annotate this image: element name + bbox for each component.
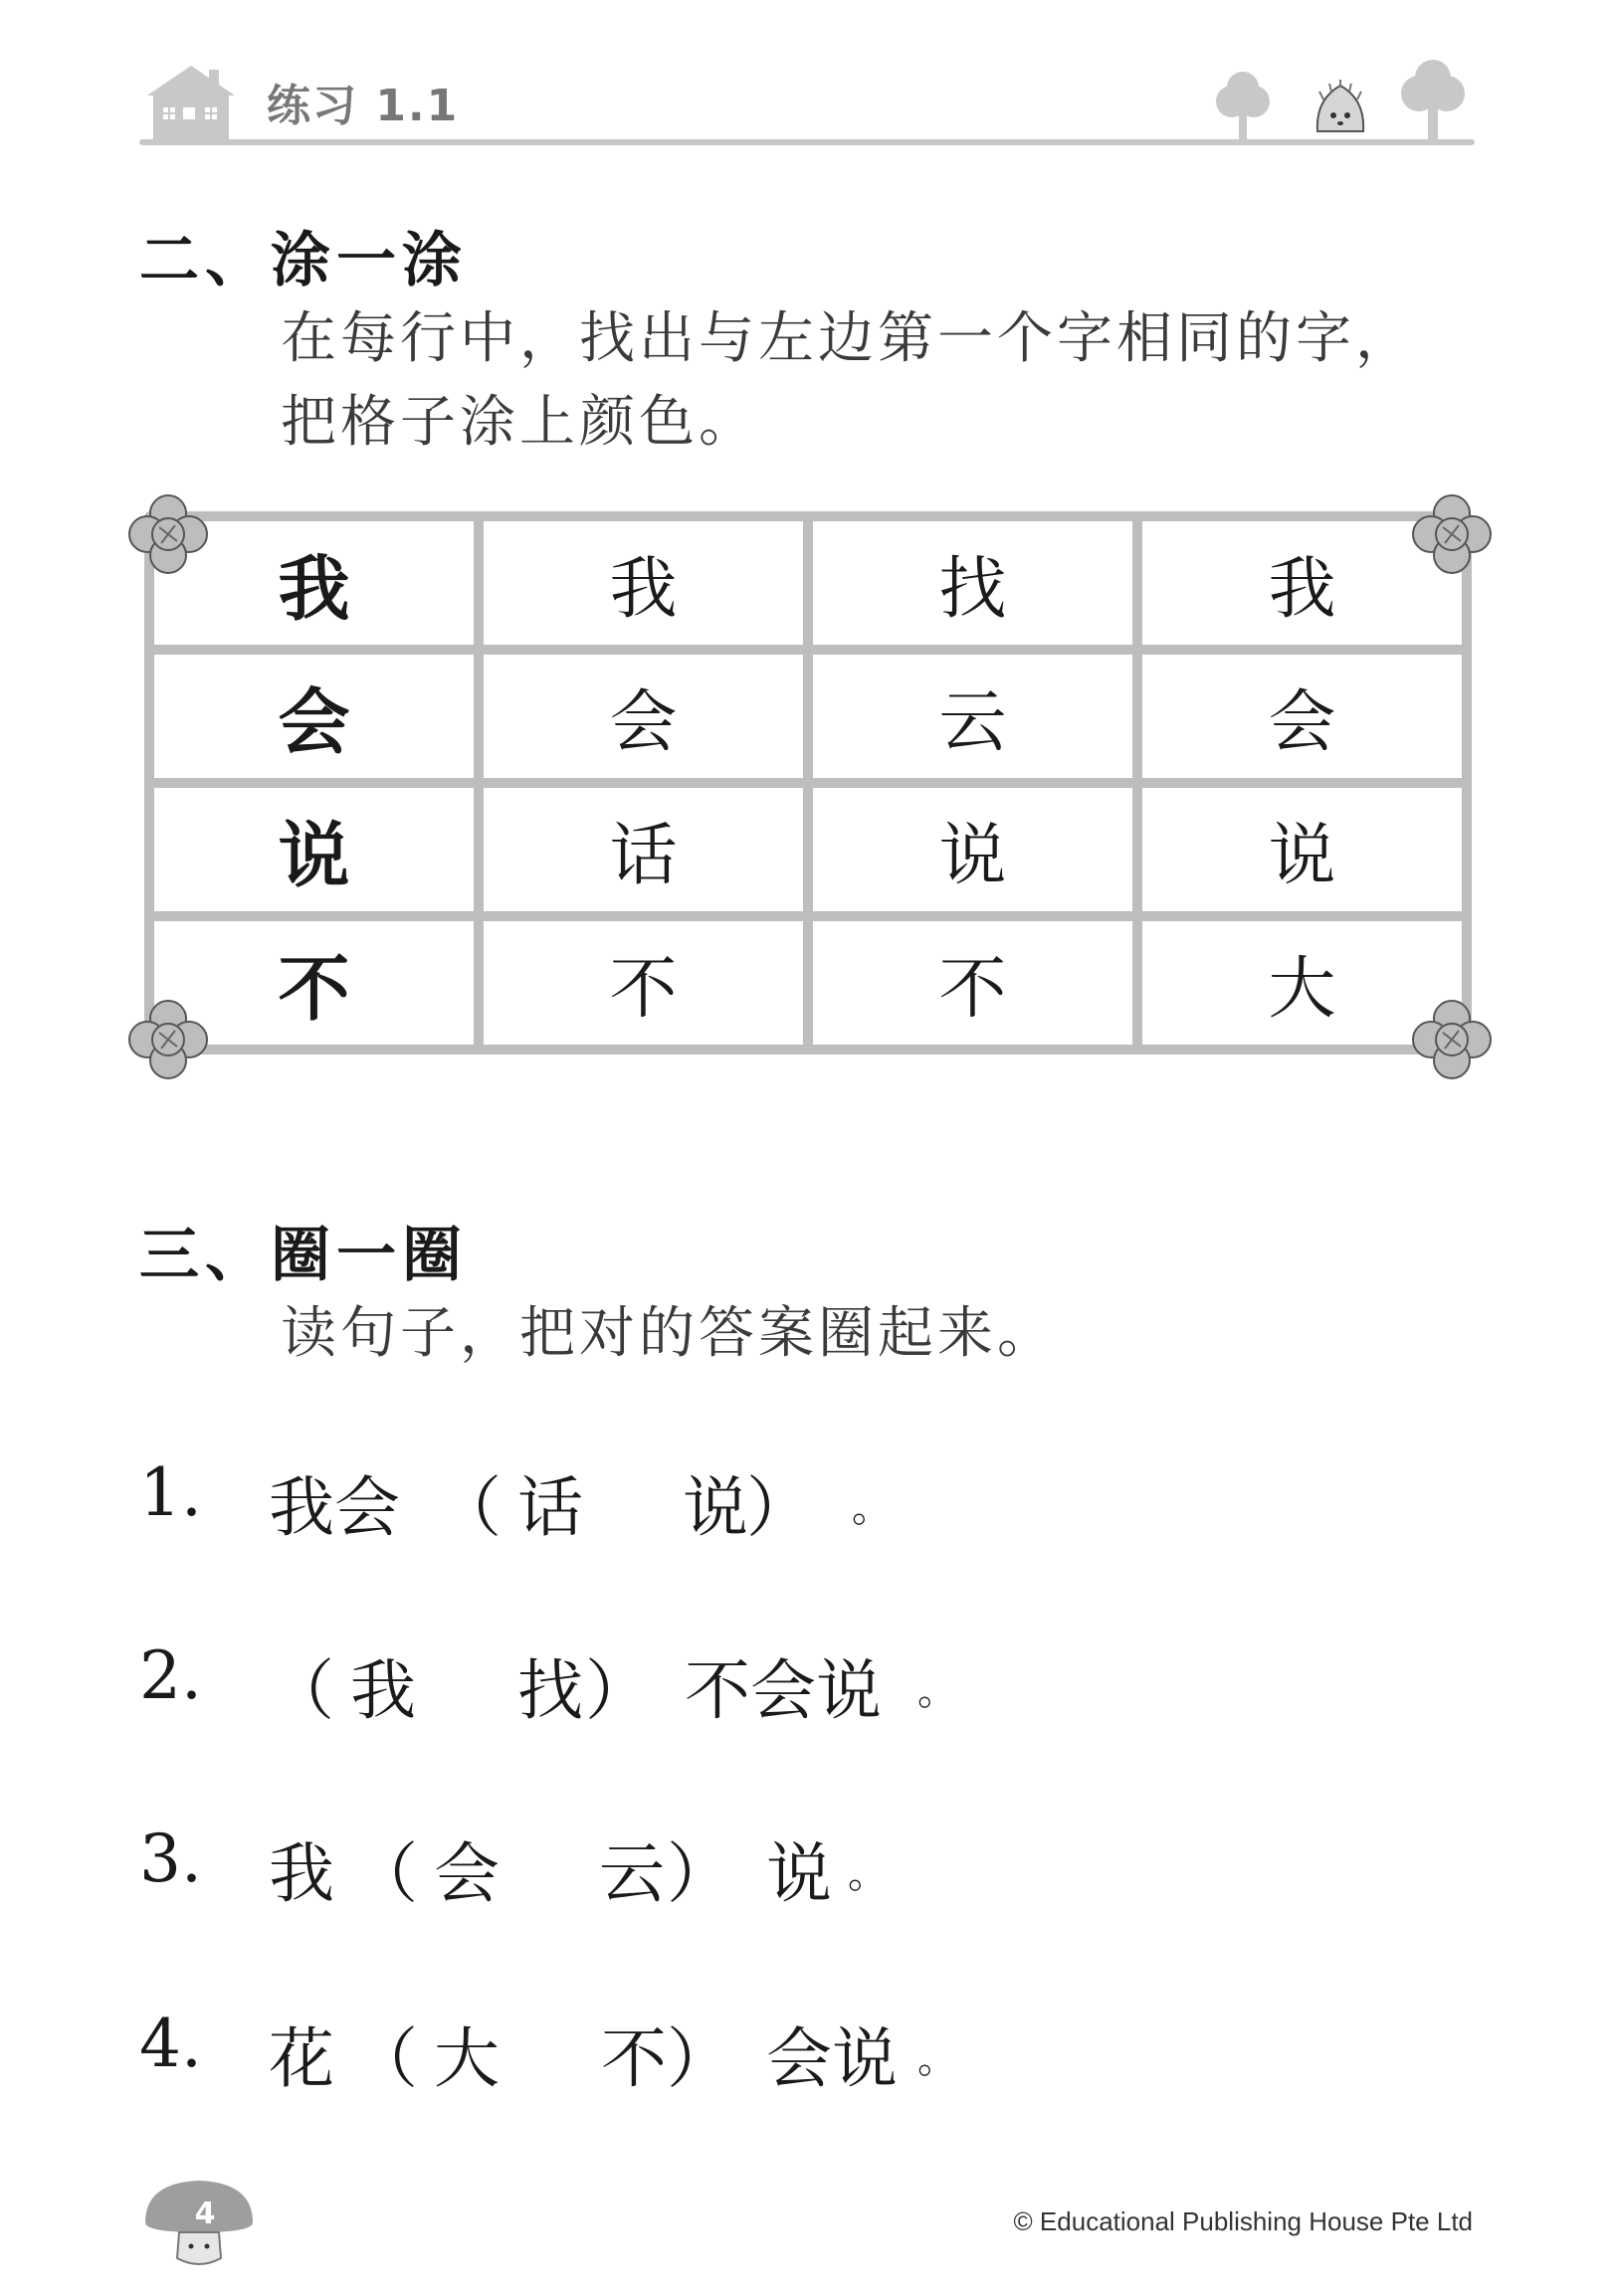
answer-option[interactable]: 大 — [434, 2020, 500, 2097]
sentence-end: 。 — [852, 1485, 892, 1531]
sentence-end: 。 — [848, 1851, 888, 1897]
page-number: 4 — [194, 2197, 216, 2231]
sentence-end: 。 — [917, 2036, 957, 2082]
answer-option[interactable]: 话 — [517, 1469, 583, 1546]
flower-icon — [1409, 997, 1495, 1082]
sentence-number: 2. — [139, 1637, 202, 1714]
close-paren: ） — [667, 1835, 732, 1912]
close-paren: ） — [667, 2020, 732, 2097]
sentence-number: 3. — [139, 1820, 202, 1897]
grid-cell[interactable]: 说 — [1142, 788, 1462, 911]
flower-icon — [125, 997, 211, 1082]
answer-option[interactable]: 云 — [599, 1835, 665, 1912]
tree-icon — [1397, 58, 1469, 143]
open-paren: （ — [352, 2020, 418, 2097]
close-paren: ） — [585, 1652, 651, 1729]
answer-option[interactable]: 会 — [434, 1835, 500, 1912]
answer-option[interactable]: 不 — [601, 2020, 667, 2097]
grid-key-cell: 说 — [154, 788, 474, 911]
grid-key-cell: 不 — [154, 921, 474, 1045]
answer-option[interactable]: 找 — [517, 1652, 583, 1729]
hedgehog-icon — [1312, 80, 1369, 141]
answer-option[interactable]: 我 — [350, 1652, 416, 1729]
section-heading-circle: 三、圈一圈 — [139, 1221, 468, 1290]
open-paren: （ — [269, 1652, 334, 1729]
instruction-line: 读句子，把对的答案圈起来。 — [281, 1301, 1057, 1366]
close-paren: ） — [746, 1469, 812, 1546]
grid-cell[interactable]: 云 — [813, 655, 1132, 778]
grid-cell[interactable]: 会 — [1142, 655, 1462, 778]
grid-cell[interactable]: 会 — [484, 655, 803, 778]
grid-cell[interactable]: 不 — [813, 921, 1132, 1045]
tree-icon — [1212, 72, 1274, 143]
sentence-end: 。 — [917, 1668, 957, 1714]
sentence-number: 4. — [139, 2006, 202, 2082]
grid-cell[interactable]: 大 — [1142, 921, 1462, 1045]
grid-key-cell: 会 — [154, 655, 474, 778]
section-heading-color: 二、涂一涂 — [139, 226, 468, 295]
house-icon — [139, 60, 243, 143]
grid-cell[interactable]: 不 — [484, 921, 803, 1045]
sentence-suffix: 会说 — [766, 2020, 898, 2097]
grid-cell[interactable]: 我 — [1142, 521, 1462, 645]
sentence-prefix: 我会 — [269, 1469, 400, 1546]
character-grid — [154, 521, 1462, 1045]
exercise-title: 练习 1.1 — [267, 81, 460, 131]
instruction-line: 把格子涂上颜色。 — [281, 390, 758, 455]
instruction-line: 在每行中，找出与左边第一个字相同的字， — [281, 306, 1415, 371]
flower-icon — [1409, 491, 1495, 577]
answer-option[interactable]: 说 — [683, 1469, 748, 1546]
grid-cell[interactable]: 找 — [813, 521, 1132, 645]
copyright-notice: © Educational Publishing House Pte Ltd — [1013, 2206, 1473, 2236]
grid-key-cell: 我 — [154, 521, 474, 645]
grid-cell[interactable]: 说 — [813, 788, 1132, 911]
sentence-suffix: 说 — [766, 1835, 832, 1912]
flower-icon — [125, 491, 211, 577]
grid-cell[interactable]: 我 — [484, 521, 803, 645]
grid-cell[interactable]: 话 — [484, 788, 803, 911]
sentence-prefix: 我 — [269, 1835, 334, 1912]
header-divider — [139, 139, 1475, 145]
open-paren: （ — [352, 1835, 418, 1912]
sentence-suffix: 不会说 — [685, 1652, 882, 1729]
open-paren: （ — [436, 1469, 502, 1546]
sentence-number: 1. — [139, 1454, 202, 1531]
sentence-prefix: 花 — [269, 2020, 334, 2097]
